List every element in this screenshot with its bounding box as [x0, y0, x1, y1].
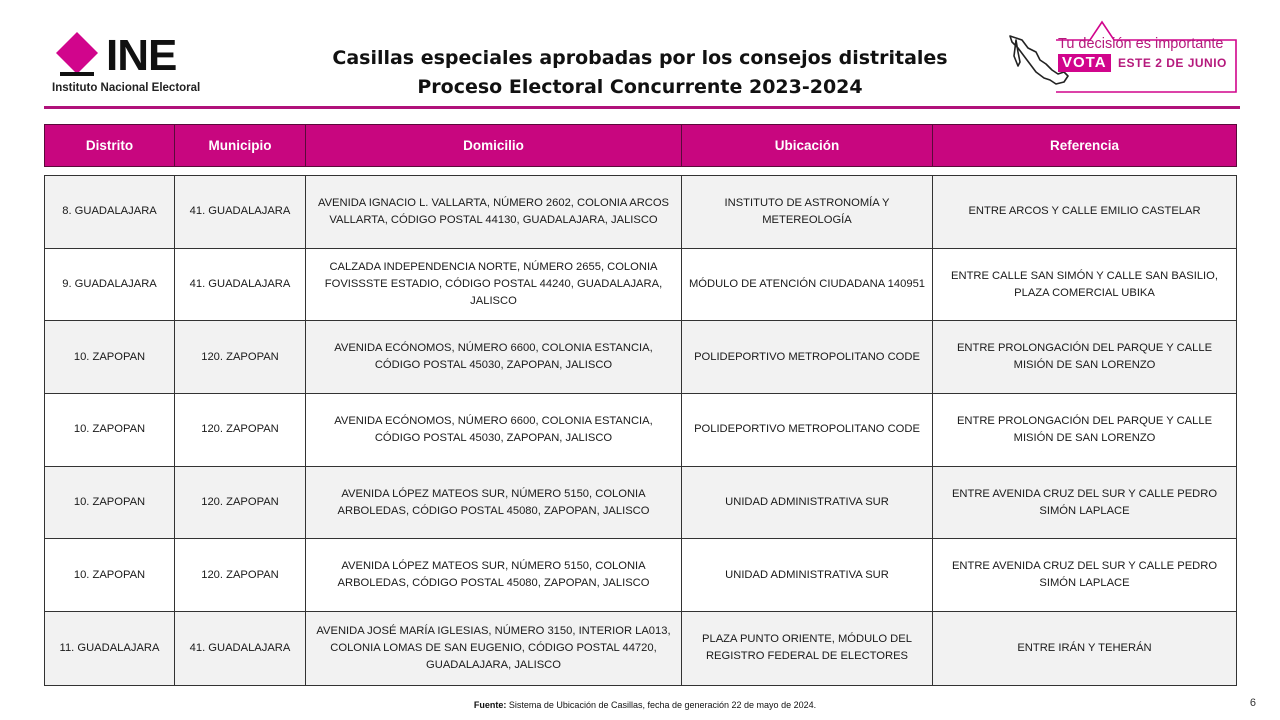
- ine-logo-subtitle: Instituto Nacional Electoral: [52, 82, 201, 94]
- column-header-municipio: Municipio: [175, 125, 306, 166]
- vota-badge: [1006, 18, 1236, 98]
- header-divider: [44, 106, 1240, 109]
- cell-ubicacion: POLIDEPORTIVO METROPOLITANO CODE: [682, 394, 933, 466]
- cell-referencia: ENTRE PROLONGACIÓN DEL PARQUE Y CALLE MISIÓN DE SAN LORENZO: [956, 342, 1213, 372]
- ine-logo: [50, 30, 220, 96]
- cell-domicilio: CALZADA INDEPENDENCIA NORTE, NÚMERO 2655, COLONIA FOVISSSTE ESTADIO, CÓDIGO POSTAL 44240, GUADALAJARA, JALISCO: [306, 249, 682, 321]
- ine-logo-wordmark: INE: [106, 31, 177, 80]
- table-row: [45, 176, 1236, 249]
- column-header-domicilio: Domicilio: [306, 125, 682, 166]
- cell-ubicacion: MÓDULO DE ATENCIÓN CIUDADANA 140951: [682, 249, 933, 321]
- cell-referencia: ENTRE PROLONGACIÓN DEL PARQUE Y CALLE MISIÓN DE SAN LORENZO: [956, 414, 1213, 444]
- cell-referencia: ENTRE AVENIDA CRUZ DEL SUR Y CALLE PEDRO SIMÓN LAPLACE: [951, 487, 1218, 517]
- cell-distrito: 10. ZAPOPAN: [45, 321, 175, 393]
- cell-referencia: ENTRE AVENIDA CRUZ DEL SUR Y CALLE PEDRO SIMÓN LAPLACE: [951, 560, 1218, 590]
- table-header: [44, 124, 1237, 167]
- cell-municipio: 41. GUADALAJARA: [175, 249, 306, 321]
- cell-domicilio: AVENIDA LÓPEZ MATEOS SUR, NÚMERO 5150, COLONIA ARBOLEDAS, CÓDIGO POSTAL 45080, ZAPOPAN, JALISCO: [306, 467, 682, 539]
- cell-municipio: 120. ZAPOPAN: [175, 467, 306, 539]
- vota-date: ESTE 2 DE JUNIO: [1118, 56, 1227, 70]
- column-header-distrito: Distrito: [45, 125, 175, 166]
- column-header-referencia: Referencia: [1049, 138, 1120, 153]
- cell-municipio: 41. GUADALAJARA: [175, 176, 306, 248]
- cell-municipio: 41. GUADALAJARA: [175, 612, 306, 685]
- vota-tagline: Tu decisión es importante: [1058, 36, 1224, 52]
- cell-ubicacion: UNIDAD ADMINISTRATIVA SUR: [682, 467, 933, 539]
- cell-referencia: ENTRE ARCOS Y CALLE EMILIO CASTELAR: [968, 205, 1201, 218]
- table-row: [45, 467, 1236, 540]
- cell-ubicacion: POLIDEPORTIVO METROPOLITANO CODE: [682, 321, 933, 393]
- cell-referencia: ENTRE CALLE SAN SIMÓN Y CALLE SAN BASILIO, PLAZA COMERCIAL UBIKA: [951, 269, 1218, 299]
- table-body: [44, 175, 1237, 686]
- ine-logo-mark-icon: [54, 30, 100, 80]
- cell-distrito: 10. ZAPOPAN: [45, 394, 175, 466]
- cell-distrito: 10. ZAPOPAN: [45, 467, 175, 539]
- column-header-ubicacion: Ubicación: [682, 125, 933, 166]
- cell-domicilio: AVENIDA JOSÉ MARÍA IGLESIAS, NÚMERO 3150, INTERIOR LA013, COLONIA LOMAS DE SAN EUGENIO, CÓDIGO POSTAL 44720, GUADALAJARA, JALISCO: [306, 612, 682, 685]
- table-row: [45, 249, 1236, 322]
- title-line-1: Casillas especiales aprobadas por los consejos distritales: [332, 47, 948, 69]
- vota-cta: [1058, 54, 1227, 72]
- cell-distrito: 8. GUADALAJARA: [45, 176, 175, 248]
- cell-distrito: 9. GUADALAJARA: [45, 249, 175, 321]
- cell-domicilio: AVENIDA ECÓNOMOS, NÚMERO 6600, COLONIA ESTANCIA, CÓDIGO POSTAL 45030, ZAPOPAN, JALISCO: [306, 321, 682, 393]
- source-label: Fuente:: [473, 700, 507, 710]
- cell-ubicacion: PLAZA PUNTO ORIENTE, MÓDULO DEL REGISTRO FEDERAL DE ELECTORES: [682, 612, 933, 685]
- vota-word: VOTA: [1058, 54, 1111, 72]
- page-number: 6: [1249, 697, 1256, 709]
- cell-ubicacion: INSTITUTO DE ASTRONOMÍA Y METEREOLOGÍA: [682, 176, 933, 248]
- cell-municipio: 120. ZAPOPAN: [175, 539, 306, 611]
- title-line-2: Proceso Electoral Concurrente 2023-2024: [417, 76, 863, 98]
- cell-domicilio: AVENIDA LÓPEZ MATEOS SUR, NÚMERO 5150, COLONIA ARBOLEDAS, CÓDIGO POSTAL 45080, ZAPOPAN, JALISCO: [306, 539, 682, 611]
- source-note: [0, 700, 1280, 710]
- cell-domicilio: AVENIDA IGNACIO L. VALLARTA, NÚMERO 2602, COLONIA ARCOS VALLARTA, CÓDIGO POSTAL 44130, GUADALAJARA, JALISCO: [306, 176, 682, 248]
- table-row: [45, 612, 1236, 685]
- cell-distrito: 10. ZAPOPAN: [45, 539, 175, 611]
- cell-municipio: 120. ZAPOPAN: [175, 394, 306, 466]
- cell-municipio: 120. ZAPOPAN: [175, 321, 306, 393]
- cell-distrito: 11. GUADALAJARA: [45, 612, 175, 685]
- table-row: [45, 539, 1236, 612]
- cell-ubicacion: UNIDAD ADMINISTRATIVA SUR: [682, 539, 933, 611]
- source-text: Sistema de Ubicación de Casillas, fecha de generación 22 de mayo de 2024.: [508, 700, 817, 710]
- cell-referencia: ENTRE IRÁN Y TEHERÁN: [1017, 641, 1152, 654]
- table-row: [45, 394, 1236, 467]
- table-row: [45, 321, 1236, 394]
- page-title: [280, 44, 1000, 102]
- cell-domicilio: AVENIDA ECÓNOMOS, NÚMERO 6600, COLONIA ESTANCIA, CÓDIGO POSTAL 45030, ZAPOPAN, JALISCO: [306, 394, 682, 466]
